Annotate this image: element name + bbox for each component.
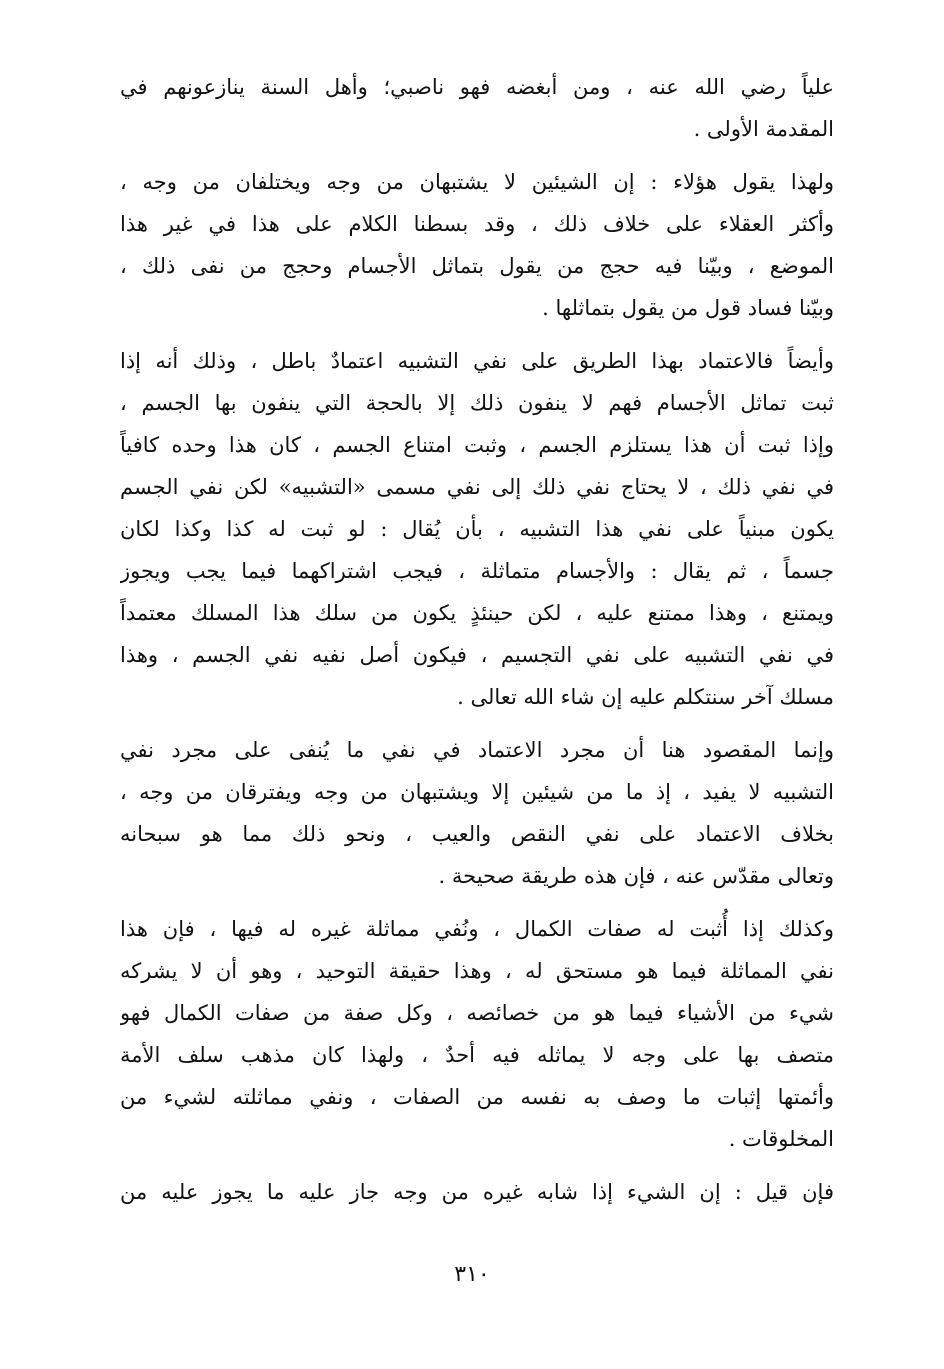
paragraph-4 <box>120 729 834 897</box>
text-line: ولهذا يقول هؤلاء : إن الشيئين لا يشتبهان من وجه ويختلفان من وجه ، <box>120 170 834 194</box>
text-line: ثبت تماثل الأجسام فهم لا ينفون ذلك إلا بالحجة التي ينفون بها الجسم ، <box>120 391 834 415</box>
text-line: بخلاف الاعتماد على نفي النقص والعيب ، ونحو ذلك مما هو سبحانه <box>120 822 834 846</box>
text-line: المخلوقات . <box>728 1127 834 1151</box>
text-line: وتعالى مقدّس عنه ، فإن هذه طريقة صحيحة . <box>438 864 834 888</box>
text-line: ويمتنع ، وهذا ممتنع عليه ، لكن حينئذٍ يكون من سلك هذا المسلك معتمداً <box>120 601 834 625</box>
page-number: ٣١٠ <box>454 1262 490 1287</box>
paragraph-3 <box>120 340 834 718</box>
text-line: مسلك آخر سنتكلم عليه إن شاء الله تعالى . <box>457 685 834 709</box>
text-line: التشبيه لا يفيد ، إذ ما من شيئين إلا ويشتبهان من وجه ويفترقان من وجه ، <box>120 780 834 804</box>
paragraph-2 <box>120 161 834 329</box>
text-line: في نفي ذلك ، لا يحتاج نفي ذلك إلى نفي مسمى «التشبيه» لكن نفي الجسم <box>120 475 834 499</box>
text-line: وأئمتها إثبات ما وصف به نفسه من الصفات ، ونفي مماثلته لشيء من <box>120 1085 834 1109</box>
text-line: الموضع ، وبيّنا فيه حجج من يقول بتماثل الأجسام وحجج من نفى ذلك ، <box>120 254 834 278</box>
text-line: وكذلك إذا أُثبت له صفات الكمال ، ونُفي مماثلة غيره له فيها ، فإن هذا <box>120 917 834 941</box>
text-line: نفي المماثلة فيما هو مستحق له ، وهذا حقيقة التوحيد ، وهو أن لا يشركه <box>120 959 834 983</box>
page-body <box>120 66 834 1224</box>
text-line: وبيّنا فساد قول من يقول بتماثلها . <box>542 296 834 320</box>
text-line: وأكثر العقلاء على خلاف ذلك ، وقد بسطنا الكلام على هذا في غير هذا <box>120 212 834 236</box>
text-line: المقدمة الأولى . <box>693 117 834 141</box>
text-line: متصف بها على وجه لا يماثله فيه أحدٌ ، ولهذا كان مذهب سلف الأمة <box>120 1043 834 1067</box>
text-line: يكون مبنياً على نفي هذا التشبيه ، بأن يُقال : لو ثبت له كذا وكذا لكان <box>120 517 834 541</box>
text-line: جسماً ، ثم يقال : والأجسام متماثلة ، فيجب اشتراكهما فيما يجب ويجوز <box>120 559 834 583</box>
text-line: وإذا ثبت أن هذا يستلزم الجسم ، وثبت امتناع الجسم ، كان هذا وحده كافياً <box>120 433 834 457</box>
text-line: في نفي التشبيه على نفي التجسيم ، فيكون أصل نفيه نفي الجسم ، وهذا <box>120 643 834 667</box>
paragraph-6 <box>120 1171 834 1213</box>
paragraph-1 <box>120 66 834 150</box>
text-line: وإنما المقصود هنا أن مجرد الاعتماد في نفي ما يُنفى على مجرد نفي <box>120 738 834 762</box>
text-line: فإن قيل : إن الشيء إذا شابه غيره من وجه جاز عليه ما يجوز عليه من <box>120 1180 834 1204</box>
text-line: علياً رضي الله عنه ، ومن أبغضه فهو ناصبي؛ وأهل السنة ينازعونهم في <box>120 75 834 99</box>
paragraph-5 <box>120 908 834 1160</box>
text-line: وأيضاً فالاعتماد بهذا الطريق على نفي التشبيه اعتمادٌ باطل ، وذلك أنه إذا <box>120 349 834 373</box>
text-line: شيء من الأشياء فيما هو من خصائصه ، وكل صفة من صفات الكمال فهو <box>120 1001 834 1025</box>
